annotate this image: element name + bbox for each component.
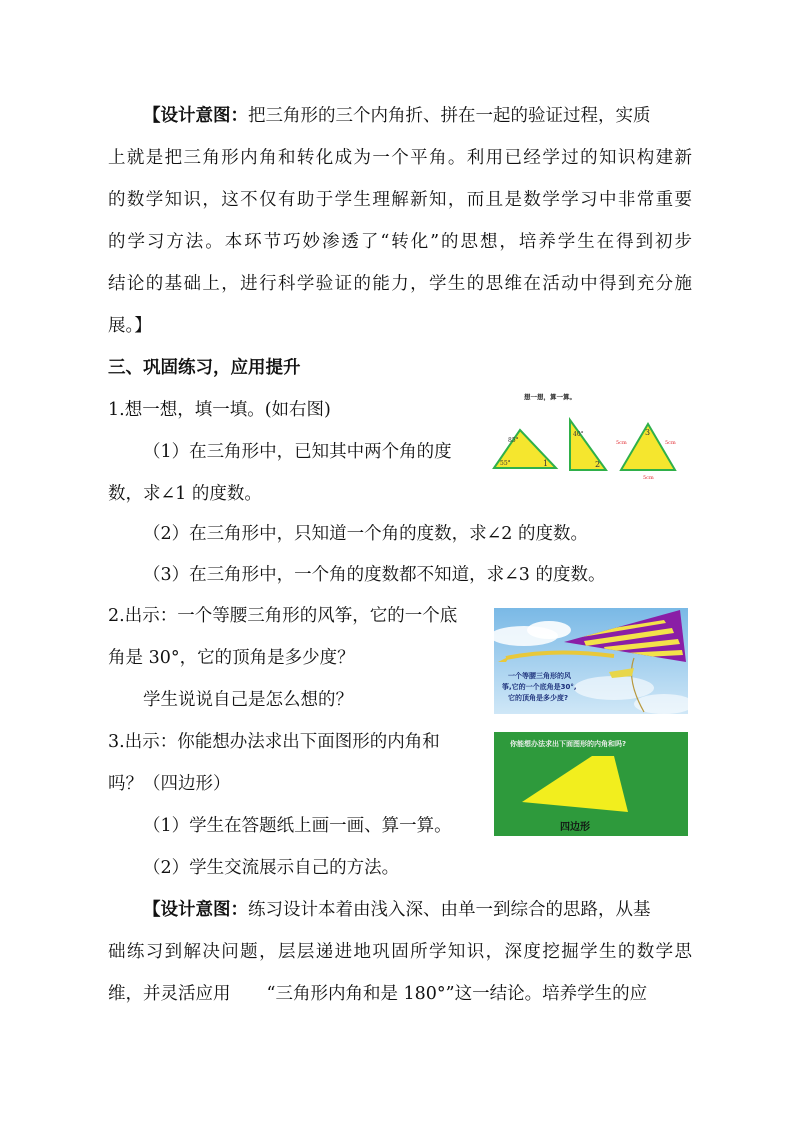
triangles-svg xyxy=(488,388,686,488)
triangle-3-side-bottom: 5cm xyxy=(643,475,654,481)
triangle-2 xyxy=(570,420,606,470)
design-intent-1-label: 【设计意图： xyxy=(143,106,248,126)
kite-svg xyxy=(494,608,688,714)
kite-figure xyxy=(494,608,688,714)
triangle-3-unknown-angle: 3 xyxy=(645,428,651,437)
kite-text-2: 筝,它的一个底角是30°, xyxy=(502,683,577,691)
kite-text-1: 一个等腰三角形的风 xyxy=(508,672,571,680)
q2-line-3: 学生说说自己是怎么想的？ xyxy=(143,690,353,710)
q3-line-1: 3.出示：你能想办法求出下面图形的内角和 xyxy=(108,732,440,752)
triangle-2-angle: 40° xyxy=(573,431,584,438)
triangles-figure-title: 想一想，算一算。 xyxy=(524,393,576,401)
triangles-figure xyxy=(488,388,686,488)
board-title: 你能想办法求出下面图形的内角和吗? xyxy=(510,740,627,748)
design-intent-1-line-2: 上就是把三角形内角和转化成为一个平角。利用已经学过的知识构建新 xyxy=(108,148,692,168)
triangle-3-side-left: 5cm xyxy=(616,440,627,446)
q3-line-2: 吗？（四边形） xyxy=(108,774,231,794)
triangle-1-unknown-angle: 1 xyxy=(543,459,549,468)
triangle-3-side-right: 5cm xyxy=(665,440,676,446)
q2-line-2: 角是 30°，它的顶角是多少度？ xyxy=(108,648,355,668)
quadrilateral-svg xyxy=(494,732,688,836)
design-intent-1-line-5: 结论的基础上，进行科学验证的能力，学生的思维在活动中得到充分施 xyxy=(108,274,692,294)
design-intent-2-line-2: 础练习到解决问题，层层递进地巩固所学知识，深度挖掘学生的数学思 xyxy=(108,942,692,962)
quadrilateral-label: 四边形 xyxy=(560,822,590,833)
q1-sub-1a: （1）在三角形中，已知其中两个角的度 xyxy=(143,442,452,462)
design-intent-2-label: 【设计意图： xyxy=(143,900,248,920)
kite-text-3: 它的顶角是多少度? xyxy=(508,694,569,702)
q1-sub-2: （2）在三角形中，只知道一个角的度数，求∠2 的度数。 xyxy=(143,524,588,544)
cloud-2 xyxy=(527,621,571,639)
quadrilateral-figure xyxy=(494,732,688,836)
q3-sub-1: （1）学生在答题纸上画一画、算一算。 xyxy=(143,816,452,836)
triangle-1-angle-b: 55° xyxy=(500,460,511,467)
q1-sub-3: （3）在三角形中，一个角的度数都不知道，求∠3 的度数。 xyxy=(143,565,606,585)
q1-sub-1b: 数，求∠1 的度数。 xyxy=(108,484,262,504)
triangle-2-unknown-angle: 2 xyxy=(595,460,601,469)
section-3-heading: 三、巩固练习，应用提升 xyxy=(108,358,301,378)
q3-sub-2: （2）学生交流展示自己的方法。 xyxy=(143,858,400,878)
design-intent-1-line-4: 的学习方法。本环节巧妙渗透了“转化”的思想，培养学生在得到初步 xyxy=(108,232,692,252)
design-intent-1-line-3: 的数学知识，这不仅有助于学生理解新知，而且是数学学习中非常重要 xyxy=(108,190,692,210)
design-intent-2-line-3: 维，并灵活应用 “三角形内角和是 180°”这一结论。培养学生的应 xyxy=(108,984,648,1004)
design-intent-2-line-1: 【设计意图：练习设计本着由浅入深、由单一到综合的思路，从基 xyxy=(143,900,651,920)
triangle-1-angle-a: 85° xyxy=(508,437,519,444)
design-intent-1-line-1: 【设计意图：把三角形的三个内角折、拼在一起的验证过程，实质 xyxy=(143,106,651,126)
cloud-3 xyxy=(574,676,654,700)
q2-line-1: 2.出示：一个等腰三角形的风筝，它的一个底 xyxy=(108,606,458,626)
design-intent-1-line-6: 展。】 xyxy=(108,316,152,336)
q1-title: 1.想一想，填一填。(如右图) xyxy=(108,400,331,420)
